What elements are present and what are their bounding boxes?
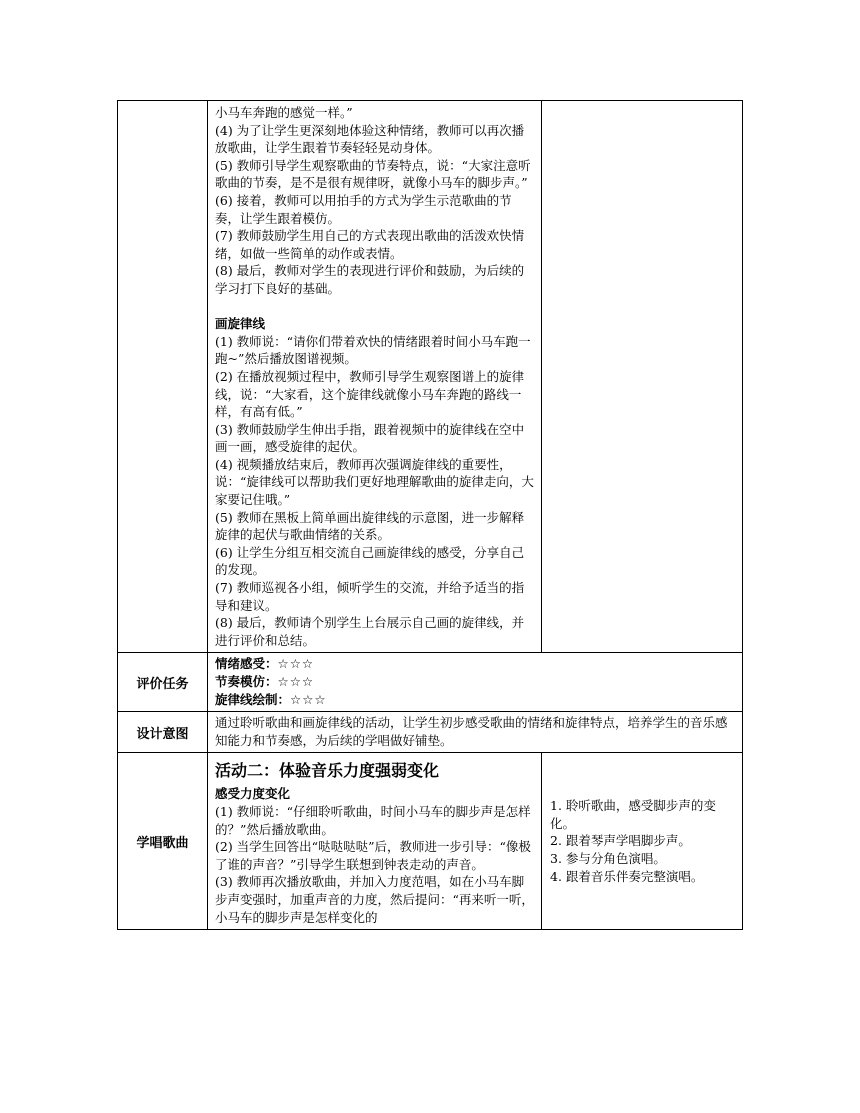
melody-line: (7) 教师巡视各小组，倾听学生的交流，并给予适当的指导和建议。 [215,580,525,613]
student-cell-empty [542,101,743,653]
eval-item-name: 旋律线绘制： [215,691,291,707]
sing-line: (1) 教师说：“仔细聆听歌曲，时间小马车的脚步声是怎样的？”然后播放歌曲。 [215,803,531,837]
eval-item-name: 节奏模仿： [215,674,278,689]
melody-line: (4) 视频播放结束后，教师再次强调旋律线的重要性，说：“旋律线可以帮助我们更好地理解歌曲的旋律走向，大家要记住哦。” [215,456,534,508]
activity-title: 活动二：体验音乐力度强弱变化 [215,761,440,781]
design-cell [208,712,743,753]
melody-line: (2) 在播放视频过程中，教师引导学生观察图谱上的旋律线，说：“大家看，这个旋律线就像小马车奔跑的路线一样，有高有低。” [215,368,525,420]
sing-label: 学唱歌曲 [118,753,208,930]
melody-line: (5) 教师在黑板上简单画出旋律线的示意图，进一步解释旋律的起伏与歌曲情绪的关系。 [215,509,525,543]
lesson-plan-table [117,100,743,930]
table-row-eval [118,653,743,712]
star-rating: ☆☆☆ [277,656,315,672]
eval-item [215,673,737,691]
step-line: (6) 接着，教师可以用拍手的方式为学生示范歌曲的节奏，让学生跟着模仿。 [215,192,512,226]
melody-line: (1) 教师说：“请你们带着欢快的情绪跟着时间小马车跑一跑~”然后播放图谱视频。 [215,333,531,367]
step-line: (5) 教师引导学生观察歌曲的节奏特点，说：“大家注意听歌曲的节奏，是不是很有规律呀，就像小马车的脚步声。” [215,157,531,191]
list-item: 1. 聆听歌曲，感受脚步声的变化。 [550,798,716,831]
sub-heading: 感受力度变化 [215,786,291,802]
melody-line: (3) 教师鼓励学生伸出手指，跟着视频中的旋律线在空中画一画，感受旋律的起伏。 [215,421,525,455]
table-row-sing [118,753,743,930]
sing-line: (2) 当学生回答出“哒哒哒哒”后，教师进一步引导：“像极了谁的声音？”引导学生联想到钟表走动的声音。 [215,839,531,872]
sing-line: (3) 教师再次播放歌曲，并加入力度范唱，如在小马车脚步声变强时，加重声音的力度，然后提问：“再来听一听，小马车的脚步声是怎样变化的 [215,874,534,925]
eval-label: 评价任务 [118,653,208,712]
eval-cell [208,653,743,712]
step-line: (4) 为了让学生更深刻地体验这种情绪，教师可以再次播放歌曲，让学生跟着节奏轻轻晃动身体。 [215,122,525,156]
list-item: 3. 参与分角色演唱。 [550,851,666,867]
student-activity-list [542,797,742,885]
step-line: (8) 最后，教师对学生的表现进行评价和鼓励，为后续的学习打下良好的基础。 [215,263,525,296]
student-activity-cell [542,753,743,930]
list-item: 4. 跟着音乐伴奏完整演唱。 [550,868,704,884]
eval-item [215,691,737,709]
table-row-design [118,712,743,753]
sing-cell [208,753,542,930]
melody-line: (8) 最后，教师请个别学生上台展示自己画的旋律线，并进行评价和总结。 [215,615,525,648]
eval-item [215,655,737,673]
melody-heading: 画旋律线 [215,316,266,332]
design-text: 通过聆听歌曲和画旋律线的活动，让学生初步感受歌曲的情绪和旋律特点，培养学生的音乐感知能力和节奏感，为后续的学唱做好铺垫。 [215,715,728,748]
eval-item-name: 情绪感受： [215,656,278,672]
star-rating: ☆☆☆ [277,674,315,689]
label-cell-empty [118,101,208,653]
step-line: 小马车奔跑的感觉一样。” [215,105,353,120]
list-item: 2. 跟着琴声学唱脚步声。 [550,833,691,849]
step-line: (7) 教师鼓励学生用自己的方式表现出歌曲的活泼欢快情绪，如做一些简单的动作或表情。 [215,228,525,261]
star-rating: ☆☆☆ [290,691,327,707]
design-label: 设计意图 [118,712,208,753]
table-row-steps [118,101,743,653]
melody-line: (6) 让学生分组互相交流自己画旋律线的感受，分享自己的发现。 [215,544,525,578]
steps-cell [208,101,542,653]
